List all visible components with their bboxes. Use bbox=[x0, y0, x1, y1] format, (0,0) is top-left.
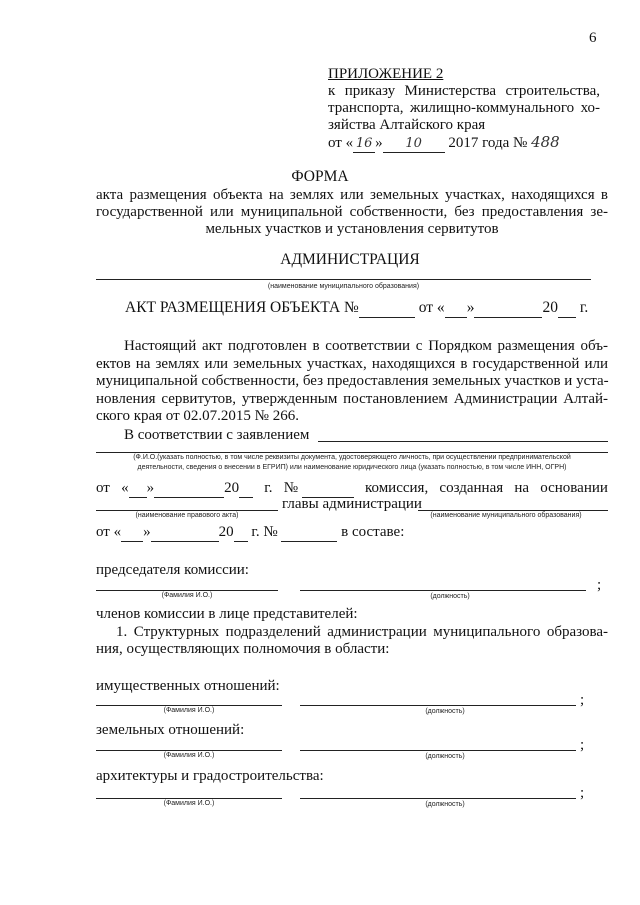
commission-on: на bbox=[514, 480, 530, 496]
composition-month-field bbox=[151, 524, 219, 542]
date-month: 10 bbox=[405, 136, 422, 151]
area-architecture-position-line bbox=[300, 798, 576, 799]
chairman-position-caption: (должность) bbox=[430, 593, 470, 600]
body-line-3: муниципальной собственности, без предоставления земельных участков и уста- bbox=[96, 373, 609, 389]
forma-line-2: государственной или муниципальной собственности, без предоставления зе- bbox=[96, 204, 608, 220]
body-line-4: новления сервитутов, утвержденным постановлением Администрации Алтай- bbox=[96, 390, 608, 407]
area-land-name-caption: (Фамилия И.О.) bbox=[163, 752, 215, 759]
composition-year-field bbox=[234, 524, 248, 542]
area-label-architecture: архитектуры и градостроительства: bbox=[96, 768, 324, 784]
commission-year: 20 bbox=[224, 480, 240, 496]
appendix-date-line bbox=[328, 134, 600, 153]
commission-g: г. bbox=[264, 480, 273, 496]
composition-label: в составе: bbox=[341, 524, 405, 540]
act-year: 20 bbox=[542, 299, 558, 316]
forma-title: ФОРМА bbox=[291, 168, 349, 185]
act-number-field bbox=[359, 299, 415, 318]
commission-word: комиссия, bbox=[364, 480, 429, 496]
application-line-1 bbox=[318, 441, 608, 442]
administration-caption: (наименование муниципального образования) bbox=[267, 283, 420, 290]
commission-basis: основании bbox=[540, 480, 608, 496]
commission-ot: от bbox=[96, 480, 110, 496]
structural-paragraph bbox=[96, 624, 608, 658]
municipality-caption: (наименование муниципального образования) bbox=[430, 512, 582, 519]
composition-line bbox=[96, 524, 404, 542]
commission-month-field bbox=[154, 480, 224, 498]
chairman-position-line bbox=[300, 590, 586, 591]
composition-day-field bbox=[121, 524, 143, 542]
composition-g-num: г. № bbox=[251, 524, 278, 540]
area-label-land: земельных отношений: bbox=[96, 722, 245, 738]
page-number: 6 bbox=[589, 30, 597, 46]
date-suffix: 2017 года № bbox=[448, 135, 528, 151]
area-property-position-line bbox=[300, 705, 576, 706]
composition-quote-close: » bbox=[143, 524, 151, 540]
commission-created: созданная bbox=[439, 480, 504, 496]
area-property-position-caption: (должность) bbox=[425, 708, 465, 715]
members-label: членов комиссии в лице представителей: bbox=[96, 606, 358, 622]
commission-quote-close: » bbox=[146, 480, 155, 496]
body-line-2: ектов на землях или земельных участках, находящихся в государственной или bbox=[96, 355, 608, 372]
commission-year-field bbox=[239, 480, 253, 498]
area-land-position-line bbox=[300, 750, 576, 751]
composition-year: 20 bbox=[218, 524, 234, 540]
commission-day-field bbox=[129, 480, 147, 498]
chairman-end: ; bbox=[597, 577, 602, 593]
area-label-property: имущественных отношений: bbox=[96, 678, 280, 694]
composition-ot: от « bbox=[96, 524, 122, 540]
composition-number-field bbox=[281, 524, 337, 542]
area-property-end: ; bbox=[580, 692, 585, 708]
order-number-handwritten: 488 bbox=[531, 133, 560, 151]
act-quote-close: » bbox=[466, 299, 475, 316]
structural-line-1: 1. Структурных подразделений администрации муниципального образова- bbox=[116, 624, 608, 640]
appendix-line-1: к приказу Министерства строительства, bbox=[328, 83, 600, 99]
date-day-field bbox=[353, 135, 375, 153]
date-day: 16 bbox=[355, 136, 373, 151]
administration-title: АДМИНИСТРАЦИЯ bbox=[280, 251, 420, 268]
forma-line-3: мельных участков и установления сервитутов bbox=[205, 221, 499, 237]
commission-num: № bbox=[283, 480, 298, 496]
application-label: В соответствии с заявлением bbox=[124, 427, 310, 443]
act-title: АКТ РАЗМЕЩЕНИЯ ОБЪЕКТА № bbox=[125, 299, 359, 316]
act-year-field bbox=[558, 299, 576, 318]
date-mid: » bbox=[375, 135, 383, 151]
area-architecture-name-caption: (Фамилия И.О.) bbox=[163, 800, 215, 807]
act-from: от « bbox=[418, 299, 445, 316]
application-caption-1: (Ф.И.О.(указать полностью, в том числе реквизиты документа, удостоверяющего личность, при осуществлении предпринимательской bbox=[133, 454, 571, 461]
date-prefix: от « bbox=[328, 135, 354, 151]
body-paragraph bbox=[96, 338, 608, 426]
act-title-line bbox=[125, 299, 588, 318]
area-land-position-caption: (должность) bbox=[425, 753, 465, 760]
heads-label: главы администрации bbox=[282, 496, 422, 512]
chairman-label: председателя комиссии: bbox=[96, 562, 249, 578]
area-architecture-position-caption: (должность) bbox=[425, 801, 465, 808]
appendix-line-2: транспорта, жилищно-коммунального хо- bbox=[328, 100, 600, 116]
application-caption-2: деятельности, сведения о внесении в ЕГРИП) или наименование юридического лица (указать полностью, в том числе ИНН, ОГРН) bbox=[137, 464, 567, 471]
act-month-field bbox=[474, 299, 542, 318]
act-day-field bbox=[445, 299, 467, 318]
appendix-block bbox=[328, 66, 600, 153]
structural-line-2: ния, осуществляющих полномочия в области: bbox=[96, 641, 390, 657]
act-g: г. bbox=[579, 299, 589, 316]
appendix-line-3: зяйства Алтайского края bbox=[328, 117, 486, 133]
area-property-name-caption: (Фамилия И.О.) bbox=[163, 707, 215, 714]
body-line-5: ского края от 02.07.2015 № 266. bbox=[96, 408, 299, 424]
appendix-title: ПРИЛОЖЕНИЕ 2 bbox=[328, 66, 444, 82]
forma-line-1: акта размещения объекта на землях или земельных участках, находящихся в bbox=[96, 187, 608, 203]
area-land-end: ; bbox=[580, 737, 585, 753]
area-architecture-end: ; bbox=[580, 785, 585, 801]
administration-name-line bbox=[96, 279, 591, 280]
forma-description bbox=[96, 187, 608, 238]
chairman-name-caption: (Фамилия И.О.) bbox=[161, 592, 213, 599]
body-line-1: Настоящий акт подготовлен в соответствии с Порядком размещения объ- bbox=[124, 338, 608, 354]
date-month-field bbox=[383, 135, 445, 153]
legal-act-caption: (наименование правового акта) bbox=[135, 512, 239, 519]
commission-quote-open: « bbox=[121, 480, 129, 496]
